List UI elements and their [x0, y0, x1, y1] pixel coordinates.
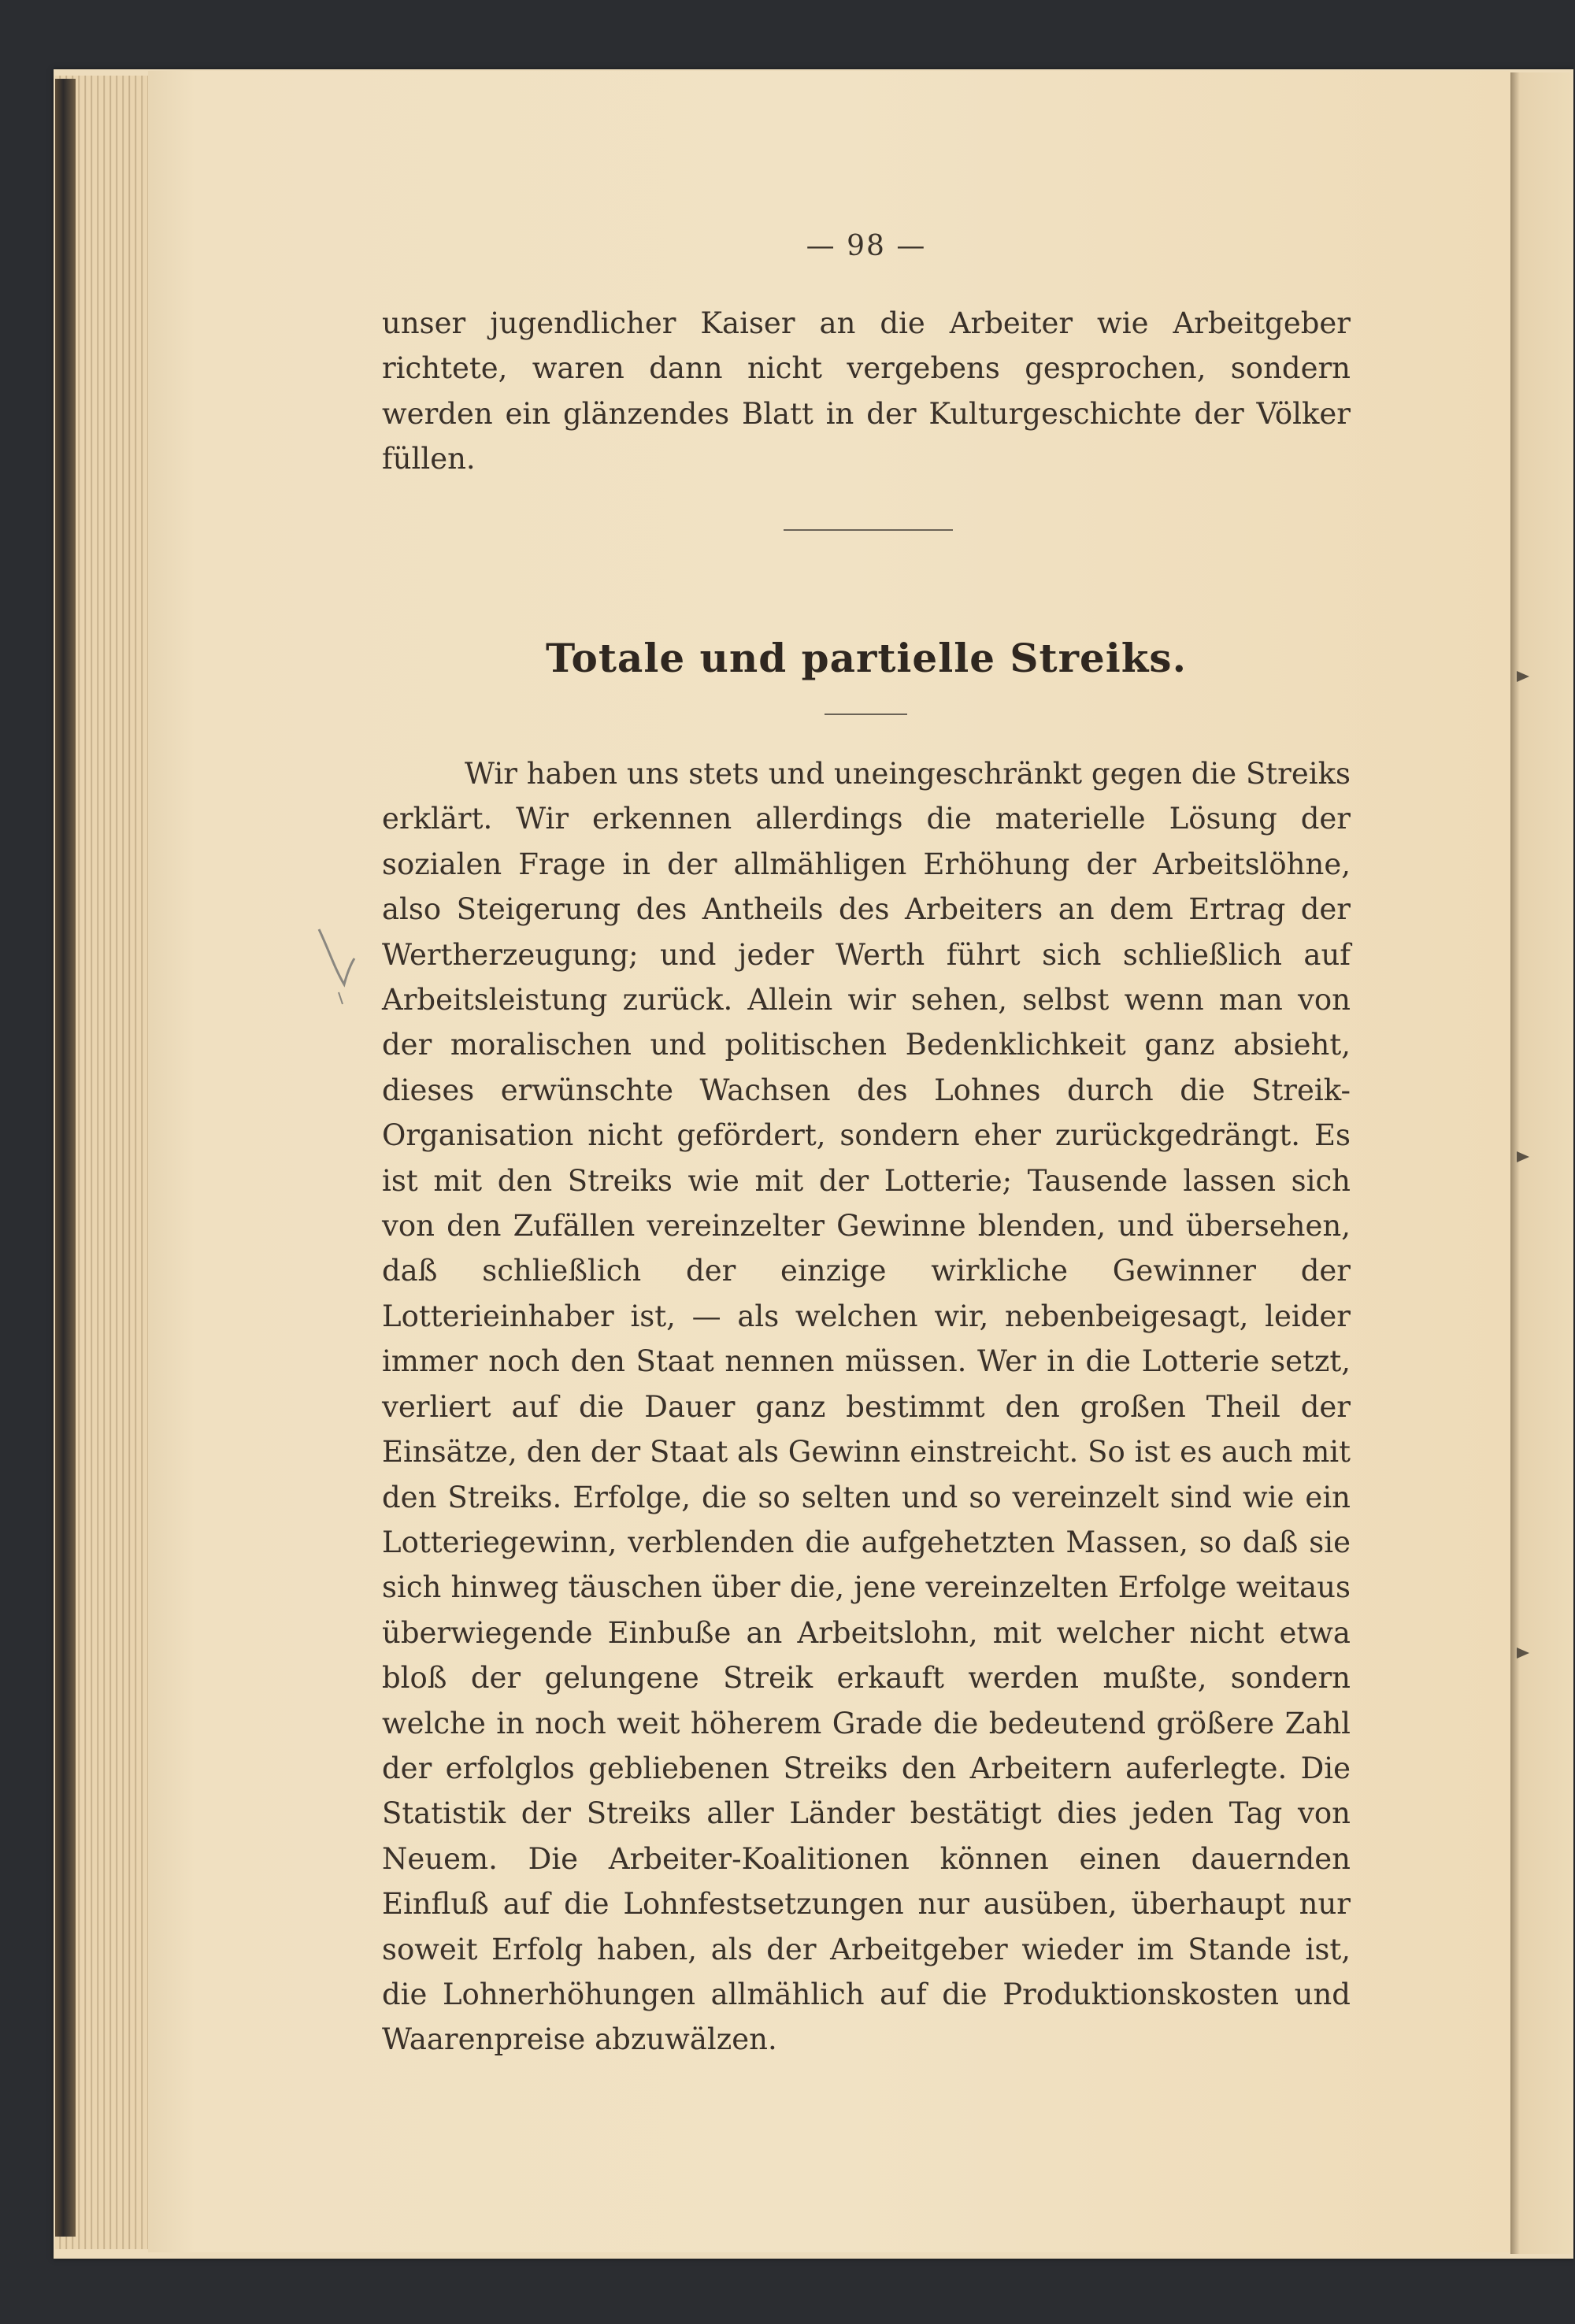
- paragraph-top: unser jugendlicher Kaiser an die Arbeiter wie Arbeitgeber richtete, waren dann nicht vergebens gesprochen, sondern werden ein glänzendes Blatt in der Kulturgeschichte der Völker füllen.: [382, 306, 1351, 476]
- page-tab-marker: [1517, 1151, 1529, 1162]
- page-tab-marker: [1517, 1648, 1529, 1659]
- book-spine: [55, 79, 76, 2237]
- pencil-mark: [311, 925, 358, 1012]
- page-tab-marker: [1517, 671, 1529, 682]
- section-divider: [784, 529, 953, 531]
- paragraph-body: Wir haben uns stets und uneingeschränkt gegen die Streiks erklärt. Wir erkennen allerdings die materielle Lösung der sozialen Frage in der allmähligen Erhöhung der Arbeitslöhne, also Steigerung des Antheils des Arbeiters an dem Ertrag der Wertherzeugung; und jeder Werth führt sich schließlich auf Arbeitsleistung zurück. Allein wir sehen, selbst wenn man von der moralischen und politischen Bedenklichkeit ganz absieht, dieses erwünschte Wachsen des Lohnes durch die Streik-Organisation nicht gefördert, sondern eher zurückgedrängt. Es ist mit den Streiks wie mit der Lotterie; Tausende lassen sich von den Zufällen vereinzelter Gewinne blenden, und übersehen, daß schließlich der einzige wirkliche Gewinner der Lotterieinhaber ist, — als welchen wir, nebenbeigesagt, leider immer noch den Staat nennen müssen. Wer in die Lotterie setzt, verliert auf die Dauer ganz bestimmt den großen Theil der Einsätze, den der Staat als Gewinn einstreicht. So ist es auch mit den Streiks. Erfolge, die so selten und so vereinzelt sind wie ein Lotteriegewinn, verblenden die aufgehetzten Massen, so daß sie sich hinweg täuschen über die, jene vereinzelten Erfolge weitaus überwiegende Einbuße an Arbeitslohn, mit welcher nicht etwa bloß der gelungene Streik erkauft werden mußte, sondern welche in noch weit höherem Grade die bedeutend größere Zahl der erfolglos gebliebenen Streiks den Arbeitern auferlegte. Die Statistik der Streiks aller Länder bestätigt dies jeden Tag von Neuem. Die Arbeiter-Koalitionen können einen dauernden Einfluß auf die Lohnfestsetzungen nur ausüben, überhaupt nur soweit Erfolg haben, als der Arbeitgeber wieder im Stande ist, die Lohnerhöhungen allmählich auf die Produktionskosten und Waarenpreise abzuwälzen.: [382, 757, 1351, 2057]
- next-page-edge: [1510, 72, 1572, 2254]
- section-heading: Totale und partielle Streiks.: [546, 635, 1187, 681]
- page-number: — 98 —: [806, 230, 927, 262]
- heading-underline: [825, 714, 907, 715]
